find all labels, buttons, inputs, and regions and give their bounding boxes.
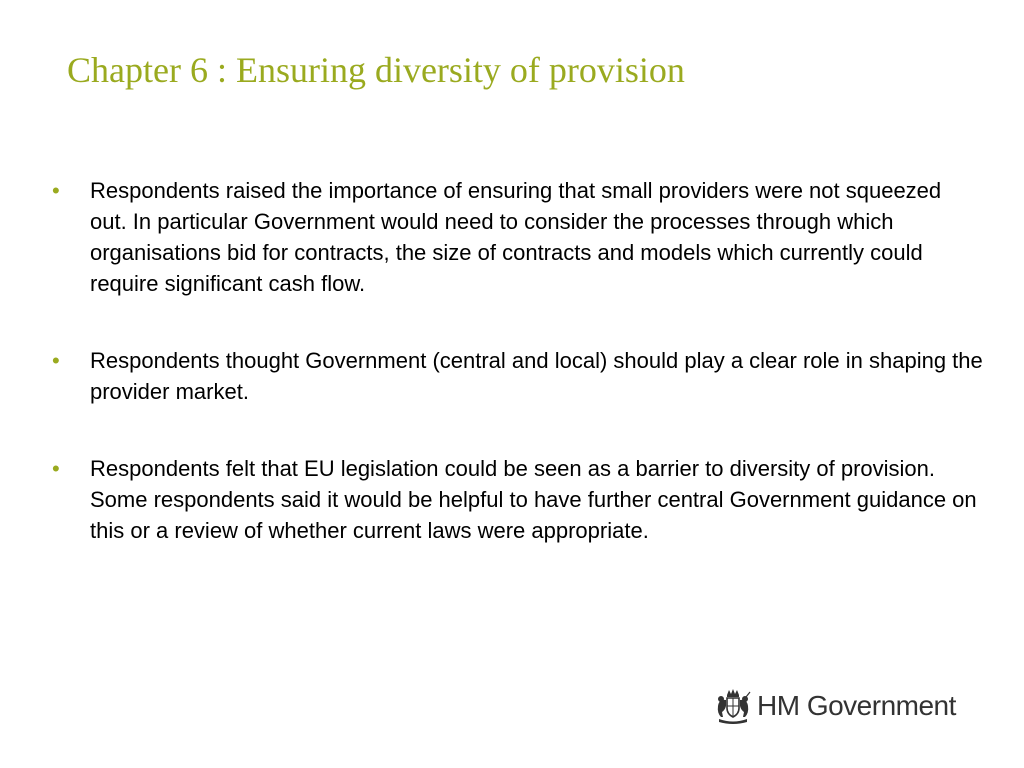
bullet-text: Respondents thought Government (central and local) should play a clear role in shaping the provider market. [90, 348, 983, 404]
bullet-item [48, 453, 983, 546]
bullet-text: Respondents felt that EU legislation could be seen as a barrier to diversity of provision. Some respondents said it would be helpful to have further central Government guidance on this or a review of whether current laws were appropriate. [90, 456, 977, 543]
bullet-icon: • [52, 348, 60, 373]
hm-government-logo [713, 684, 956, 728]
bullet-item [48, 175, 983, 299]
bullet-text: Respondents raised the importance of ensuring that small providers were not squeezed out. In particular Government would need to consider the processes through which organisations bid for contracts, the size of contracts and models which currently could require significant cash flow. [90, 178, 942, 296]
bullet-icon: • [52, 456, 60, 481]
bullet-item [48, 345, 983, 407]
royal-crest-icon [713, 686, 753, 726]
bullet-list [48, 175, 983, 546]
slide-title: Chapter 6 : Ensuring diversity of provision [67, 50, 685, 90]
bullet-icon: • [52, 178, 60, 203]
logo-text: HM Government [757, 690, 956, 721]
